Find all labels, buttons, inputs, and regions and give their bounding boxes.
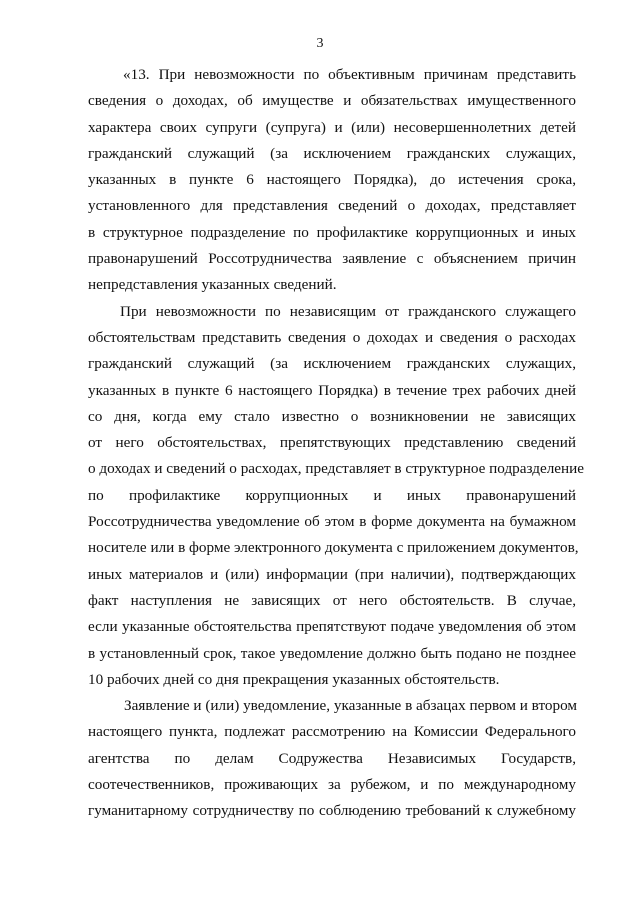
text-line: по профилактике коррупционных и иных правонарушений <box>88 486 576 504</box>
text-line: гражданский служащий (за исключением гражданских служащих, <box>88 144 576 162</box>
text-line: характера своих супруги (супруга) и (или) несовершеннолетних детей <box>88 118 576 136</box>
text-line: правонарушений Россотрудничества заявление с объяснением причин <box>88 250 576 268</box>
document-body <box>88 62 585 825</box>
paragraph-13-application <box>88 62 576 299</box>
text-line: агентства по делам Содружества Независимых Государств, <box>88 749 576 767</box>
text-line: гуманитарному сотрудничеству по соблюдению требований к служебному <box>88 802 576 820</box>
text-line: непредставления указанных сведений. <box>88 276 337 294</box>
text-line: в установленный срок, такое уведомление должно быть подано не позднее <box>88 644 576 662</box>
text-line: При невозможности по независящим от гражданского служащего <box>120 302 576 320</box>
paragraph-notification <box>88 299 585 693</box>
text-line: со дня, когда ему стало известно о возникновении не зависящих <box>88 407 576 425</box>
text-line: гражданский служащий (за исключением гражданских служащих, <box>88 355 576 373</box>
text-line: иных материалов и (или) информации (при наличии), подтверждающих <box>88 565 576 583</box>
text-line: Заявление и (или) уведомление, указанные в абзацах первом и втором <box>124 697 578 715</box>
text-line: 10 рабочих дней со дня прекращения указанных обстоятельств. <box>88 670 500 688</box>
paragraph-commission-review <box>88 693 576 824</box>
page-number: 3 <box>316 36 324 51</box>
text-line: сведения о доходах, об имуществе и обязательствах имущественного <box>88 92 576 110</box>
text-line: установленного для представления сведений о доходах, представляет <box>88 197 576 215</box>
text-line: Россотрудничества уведомление об этом в форме документа на бумажном <box>88 513 576 531</box>
text-line: «13. При невозможности по объективным причинам представить <box>123 66 576 83</box>
text-line: в структурное подразделение по профилактике коррупционных и иных <box>88 223 576 241</box>
text-line: соотечественников, проживающих за рубежом, и по международному <box>88 776 576 794</box>
text-line: факт наступления не зависящих от него обстоятельств. В случае, <box>88 591 576 609</box>
text-line: обстоятельствам представить сведения о доходах и сведения о расходах <box>88 328 576 346</box>
text-line: настоящего пункта, подлежат рассмотрению на Комиссии Федерального <box>88 723 576 741</box>
text-line: указанных в пункте 6 настоящего Порядка) в течение трех рабочих дней <box>88 381 576 399</box>
text-line: от него обстоятельствах, препятствующих представлению сведений <box>88 434 576 452</box>
text-line: указанных в пункте 6 настоящего Порядка), до истечения срока, <box>88 171 576 189</box>
text-line: о доходах и сведений о расходах, представляет в структурное подразделение <box>88 460 585 478</box>
text-line: носителе или в форме электронного документа с приложением документов, <box>88 539 579 557</box>
text-line: если указанные обстоятельства препятствуют подаче уведомления об этом <box>88 618 576 636</box>
